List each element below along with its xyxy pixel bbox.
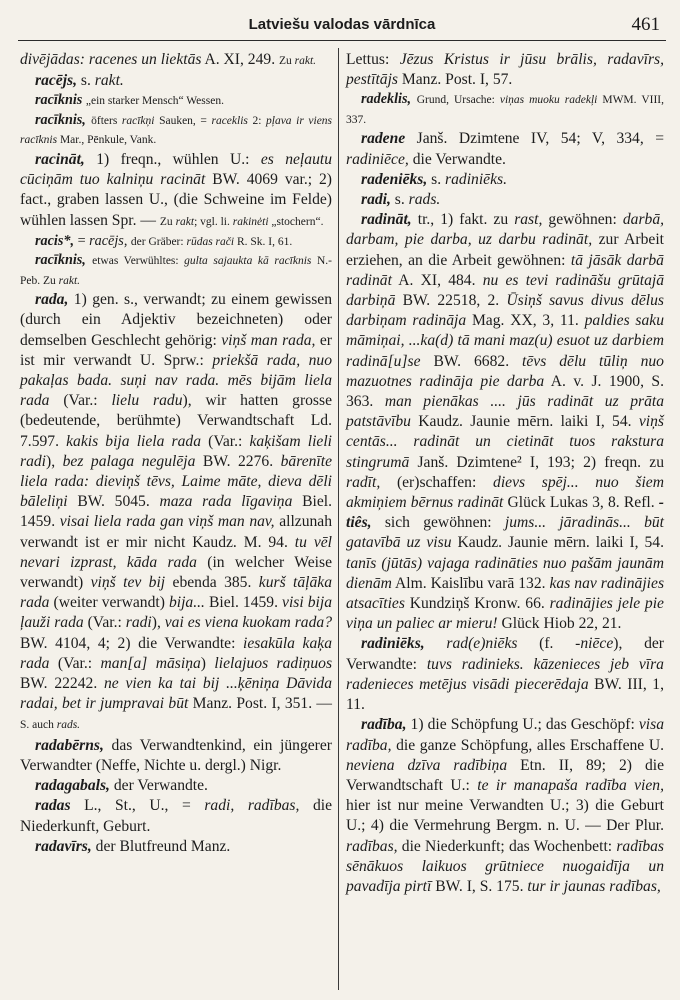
dictionary-entry: radi, s. rads. [361, 191, 441, 209]
dictionary-entry: radiniēks, rad(e)niēks (f. -niēce), der Verwandte: tuvs radinieks. kāzenieces jeb vīra radenieces metējus visādi piecerēdaja BW. III, 1, 11. [346, 635, 664, 714]
running-title: Latviešu valodas vārdnīca [248, 16, 436, 33]
dictionary-entry: rada, 1) gen. s., verwandt; zu einem gewissen (durch ein Adjektiv bezeichneten) oder demselben Geschlecht gehörig: viņš man rada, er ist mir verwandt U. Sprw.: priekšā rada, nuo pakaļas bada. suņi nav rada. mēs bijām liela rada (Var.: lielu radu), wir hatten grosse (bedeutende, berühmte) Verwandtschaft Ld. 7.597. kakis bija liela rada (Var.: kaķišam lieli radi), bez palaga negulēja BW. 2276. bārenīte liela rada: dieviņš tēvs, Laime māte, dieva dēli bāleliņi BW. 5045. maza rada līgaviņa Biel. 1459. visai liela rada gan viņš man nav, allzunah verwandt ist er mir nicht Kaudz. M. 94. tu vēl nevari izprast, kāda rada (in welcher Weise verwandt) viņš tev bij ebenda 385. kurš tāļāka rada (weiter verwandt) bija... Biel. 1459. visi bija ļauži rada (Var.: radi), vai es viena kuokam rada? BW. 4104, 4; 2) die Verwandte: iesakūla kaķa rada (Var.: man[a] māsiņa) lielajuos radiņuos BW. 22242. ne vien ka tai bij ...ķēniņa Dāvida radai, bet ir jumpravai būt Manz. Post. I, 351. — S. auch rads. [20, 291, 333, 732]
page-header [18, 14, 666, 41]
dictionary-entry: racīknis „ein starker Mensch“ Wessen. [35, 92, 224, 109]
dictionary-entry: racis*, = racējs, der Gräber: rūdas rači R. Sk. I, 61. [35, 232, 293, 249]
right-column [346, 50, 664, 992]
dictionary-entry: radas L., St., U., = radi, radības, die Niederkunft, Geburt. [20, 797, 333, 835]
dictionary-entry: radeniēks, s. radiniēks. [361, 170, 507, 188]
column-divider [338, 48, 339, 990]
dictionary-entry: racējs, s. rakt. [35, 72, 124, 90]
dictionary-entry: radeklis, Grund, Ursache: viņas muoku radekļi MWM. VIII, 337. [346, 91, 664, 126]
dictionary-entry: racīknis, etwas Verwühltes: gulta sajaukta kā racīknis N.-Peb. Zu rakt. [20, 252, 333, 287]
dictionary-entry: radabērns, das Verwandtenkind, ein jüngerer Verwandter (Neffe, Nichte u. dergl.) Nigr. [20, 736, 332, 774]
page-number: 461 [631, 14, 660, 35]
dictionary-entry: radība, 1) die Schöpfung U.; das Geschöpf: visa radība, die ganze Schöpfung, alles Erschaffene U. neviena dzīva radībiņa Etn. II, 89; 2) die Verwandtschaft U.: te ir manapaša radība vien, hier ist nur meine Verwandten U.; 3) die Geburt U.; 4) die Vermehrung Bergm. n. U. — Der Plur. radības, die Niederkunft; das Wochenbett: radības sēnākuos laikuos grūtniece nuogaidīja un pavadīja pirtī BW. I, S. 175. tur ir jaunas radības, [346, 716, 664, 895]
left-column [20, 50, 332, 992]
dictionary-entry: racīknis, öfters racīkņi Sauken, = raceklis 2: pļava ir viens racīknis Mar., Pēnkule, Vank. [20, 111, 333, 147]
dictionary-entry: divējādas: racenes un liektās A. XI, 249. Zu rakt. [20, 51, 317, 68]
dictionary-entry: radavīrs, der Blutfreund Manz. [35, 837, 231, 855]
dictionary-entry: radene Janš. Dzimtene IV, 54; V, 334, = radiniēce, die Verwandte. [346, 130, 664, 168]
dictionary-entry: Lettus: Jēzus Kristus ir jūsu brālis, radavīrs, pestītājs Manz. Post. I, 57. [346, 51, 664, 89]
dictionary-entry: racināt, 1) freqn., wühlen U.: es neļautu cūciņām tuo kalniņu racināt BW. 4069 var.; 2) fact., graben lassen U., (die Schweine im Felde) wühlen lassen Spr. — Zu rakt; vgl. li. rakinėti „stochern“. [20, 150, 332, 229]
dictionary-entry: radagabals, der Verwandte. [35, 777, 208, 795]
dictionary-entry: radināt, tr., 1) fakt. zu rast, gewöhnen: darbā, darbam, pie darba, uz darbu radināt, zur Arbeit erziehen, an die Arbeit gewöhnen: tā jāsāk darbā radināt A. XI, 484. nu es tevi radināšu grūtajā darbiņā BW. 22518, 2. Ūsiņš savus divus dēlus darbiņam radināja Mag. XX, 3, 11. paldies saku māmiņai, ...ka(d) tā mani maz(u) esuot uz darbiem radinā[u]se BW. 6682. tēvs dēlu tūliņ nuo mazuotnes radināja pie darba A. v. J. 1900, S. 363. man pienākas .... jūs radināt uz prāta patstāvību Kaudz. Jaunie mērn. laiki I, 54. viņš centās... radināt un cietināt tuos rakstura stingrumā Janš. Dzimtene² I, 193; 2) freqn. zu radīt, (er)schaffen: dievs spēj... nuo šiem akmiņiem bērnus radināt Glück Lukas 3, 8. Refl. -tiês, sich gewöhnen: jums... jāradinās... būt gatavībā uz visu Kaudz. Jaunie mērn. laiki I, 54. tanīs (jūtās) vajaga radināties nuo pašām jaunām dienām Alm. Kaislību varā 132. kas nav radinājies atsacīties Kundziņš Kronw. 66. radinājies jele pie viņa un paliec ar mieru! Glück Hiob 22, 21. [346, 211, 665, 633]
